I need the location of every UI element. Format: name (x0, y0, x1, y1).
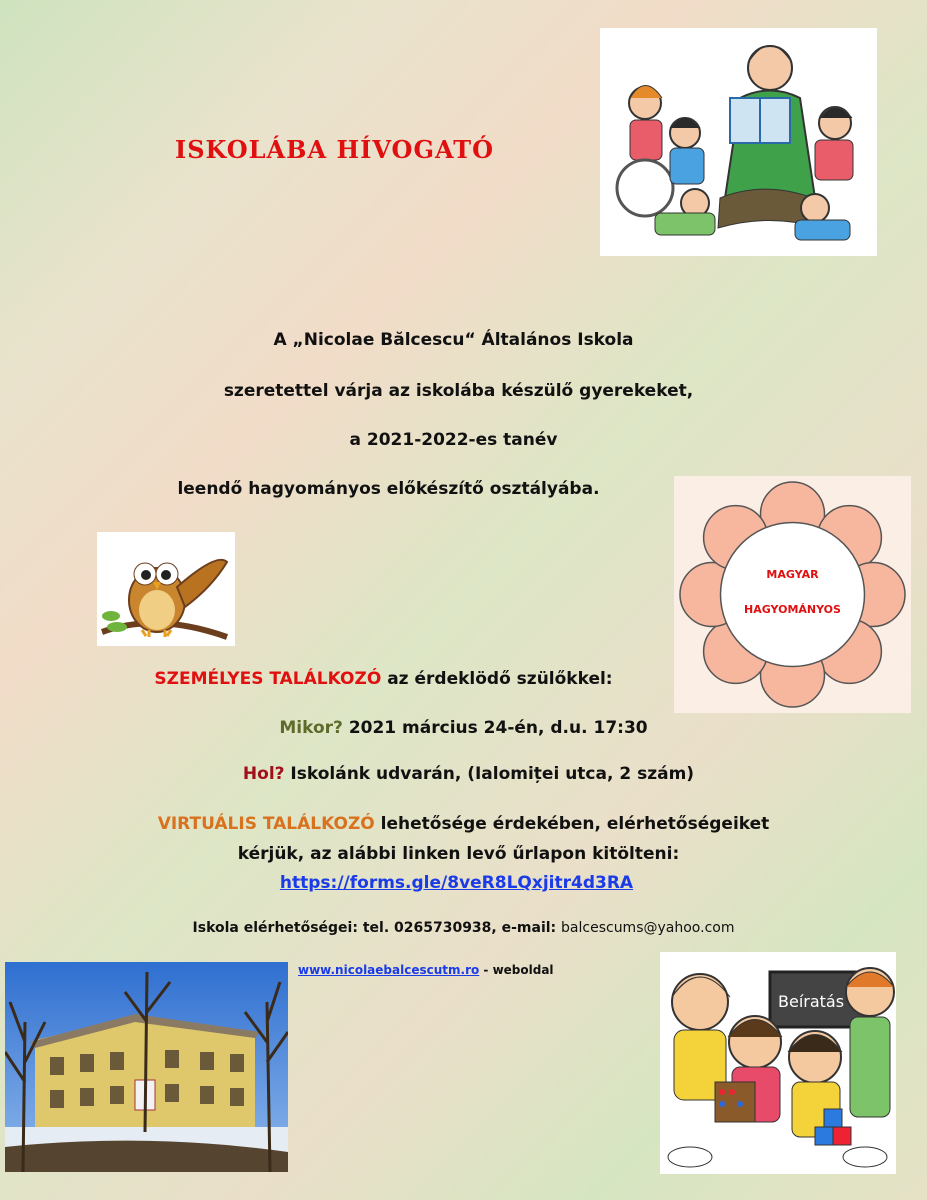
where-label: Hol? (242, 764, 285, 784)
form-link-row (0, 873, 920, 893)
contact-email[interactable]: balcescums@yahoo.com (561, 920, 735, 936)
virtual-line (0, 814, 927, 834)
website-link[interactable]: www.nicolaebalcescutm.ro (298, 963, 480, 977)
intro-line-4: leendő hagyományos előkészítő osztályába. (177, 479, 600, 499)
when-value: 2021 március 24-én, d.u. 17:30 (342, 718, 648, 738)
virtual-meeting-label: VIRTUÁLIS TALÁLKOZÓ (157, 814, 375, 834)
form-link[interactable]: https://forms.gle/8veR8LQxjitr4d3RA (279, 873, 634, 893)
website-line (298, 963, 554, 977)
contact-line (0, 920, 927, 936)
meeting-line (0, 669, 847, 689)
owl-illustration (97, 532, 235, 646)
where-value: Iskolánk udvarán, (Ialomiței utca, 2 szám) (284, 764, 695, 784)
when-label: Mikor? (279, 718, 343, 738)
teacher-reading-illustration (600, 28, 877, 256)
personal-meeting-text: az érdeklödő szülőkkel: (381, 669, 613, 689)
school-building-photo (5, 962, 288, 1172)
flower-label-2: HAGYOMÁNYOS (744, 603, 841, 616)
flower-label-1: MAGYAR (766, 568, 819, 581)
virtual-meeting-text: lehetősége érdekében, elérhetőségeiket (374, 814, 770, 834)
intro-line-3: a 2021-2022-es tanév (349, 430, 558, 450)
personal-meeting-label: SZEMÉLYES TALÁLKOZÓ (154, 669, 382, 689)
page-title: ISKOLÁBA HÍVOGATÓ (175, 135, 495, 164)
where-line (5, 764, 927, 784)
intro-line-1: A „Nicolae Bălcescu“ Általános Iskola (273, 330, 634, 350)
virtual-line-2: kérjük, az alábbi linken levő űrlapon kitölteni: (237, 844, 680, 864)
enrollment-kids-illustration (660, 952, 896, 1174)
contact-text: Iskola elérhetőségei: tel. 0265730938, e-mail: (192, 920, 562, 936)
intro-line-2: szeretettel várja az iskolába készülő gyerekeket, (223, 381, 694, 401)
enrollment-sign-text: Beíratás (778, 992, 845, 1011)
website-suffix: - weboldal (479, 963, 554, 977)
when-line (0, 718, 927, 738)
